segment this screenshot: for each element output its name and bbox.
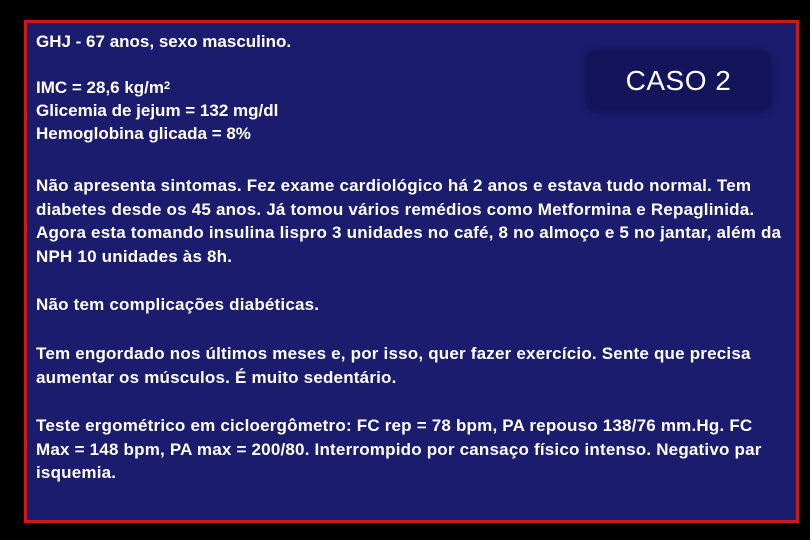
history-paragraph: Não apresenta sintomas. Fez exame cardiológico há 2 anos e estava tudo normal. Tem diabetes desde os 45 anos. Já tomou vários remédios como Metformina e Repaglinida. Agora esta tomando insulina lispro 3 unidades no café, 8 no almoço e 5 no jantar, além da NPH 10 unidades às 8h.: [36, 176, 782, 266]
test-paragraph: Teste ergométrico em cicloergômetro: FC rep = 78 bpm, PA repouso 138/76 mm.Hg. FC Max = 148 bpm, PA max = 200/80. Interrompido por cansaço físico intenso. Negativo par isquemia.: [36, 416, 762, 482]
patient-line: GHJ - 67 anos, sexo masculino.: [36, 32, 292, 51]
complications-paragraph: Não tem complicações diabéticas.: [36, 295, 320, 314]
glicemia-line: Glicemia de jejum = 132 mg/dl: [36, 101, 279, 120]
imc-superscript: 2: [164, 80, 171, 92]
imc-line: [36, 78, 170, 98]
slide-frame: [24, 20, 799, 523]
weight-paragraph: Tem engordado nos últimos meses e, por isso, quer fazer exercício. Sente que precisa aumentar os músculos. É muito sedentário.: [36, 344, 751, 387]
caso-badge: [588, 52, 769, 110]
imc-text: IMC = 28,6 kg/m: [36, 78, 165, 97]
hemoglobina-line: Hemoglobina glicada = 8%: [36, 124, 251, 143]
caso-label: CASO 2: [625, 65, 732, 96]
